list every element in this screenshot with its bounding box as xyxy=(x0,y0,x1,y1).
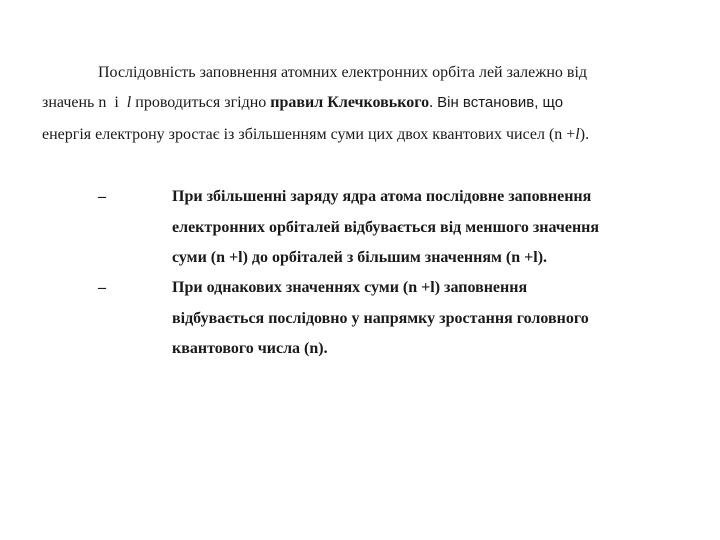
paragraph-line-3 xyxy=(42,126,589,144)
paragraph-line-3-start: енергія електрону зростає із збільшенням суми цих двох квантових чисел (n + xyxy=(42,126,576,143)
klechkovsky-rule-name: правил Клечковького xyxy=(270,94,430,111)
paragraph-line-2 xyxy=(42,94,563,112)
quantum-number-l: l xyxy=(126,94,132,111)
paragraph-line-2-dot: . xyxy=(429,94,438,111)
quantum-number-l: l xyxy=(575,126,580,143)
rule-2-line-1: При однакових значеннях суми (n +l) заповнення xyxy=(172,279,528,296)
rule-2-dash: – xyxy=(98,279,106,296)
rule-1-dash: – xyxy=(98,188,106,205)
paragraph-line-2-end: Він встановив, що xyxy=(437,94,564,111)
paragraph-line-3-end: ). xyxy=(579,126,590,143)
paragraph-line-1-text: Послідовність заповнення атомних електронних орбіта лей залежно від xyxy=(98,64,588,81)
rule-1-line-1: При збільшенні заряду ядра атома послідовне заповнення xyxy=(172,188,592,205)
rule-2-line-2: відбувається послідовно у напрямку зростання головного xyxy=(172,310,589,327)
rule-2-line-3: квантового числа (n). xyxy=(172,340,328,357)
paragraph-line-2-mid: проводиться згідно xyxy=(131,94,271,111)
paragraph-line-1 xyxy=(98,64,587,82)
rule-1-line-3: суми (n +l) до орбіталей з більшим значенням (n +l). xyxy=(172,249,548,266)
rule-1-line-2: електронних орбіталей відбувається від меншого значення xyxy=(172,219,600,236)
paragraph-line-2-start: значень n і xyxy=(42,94,127,111)
